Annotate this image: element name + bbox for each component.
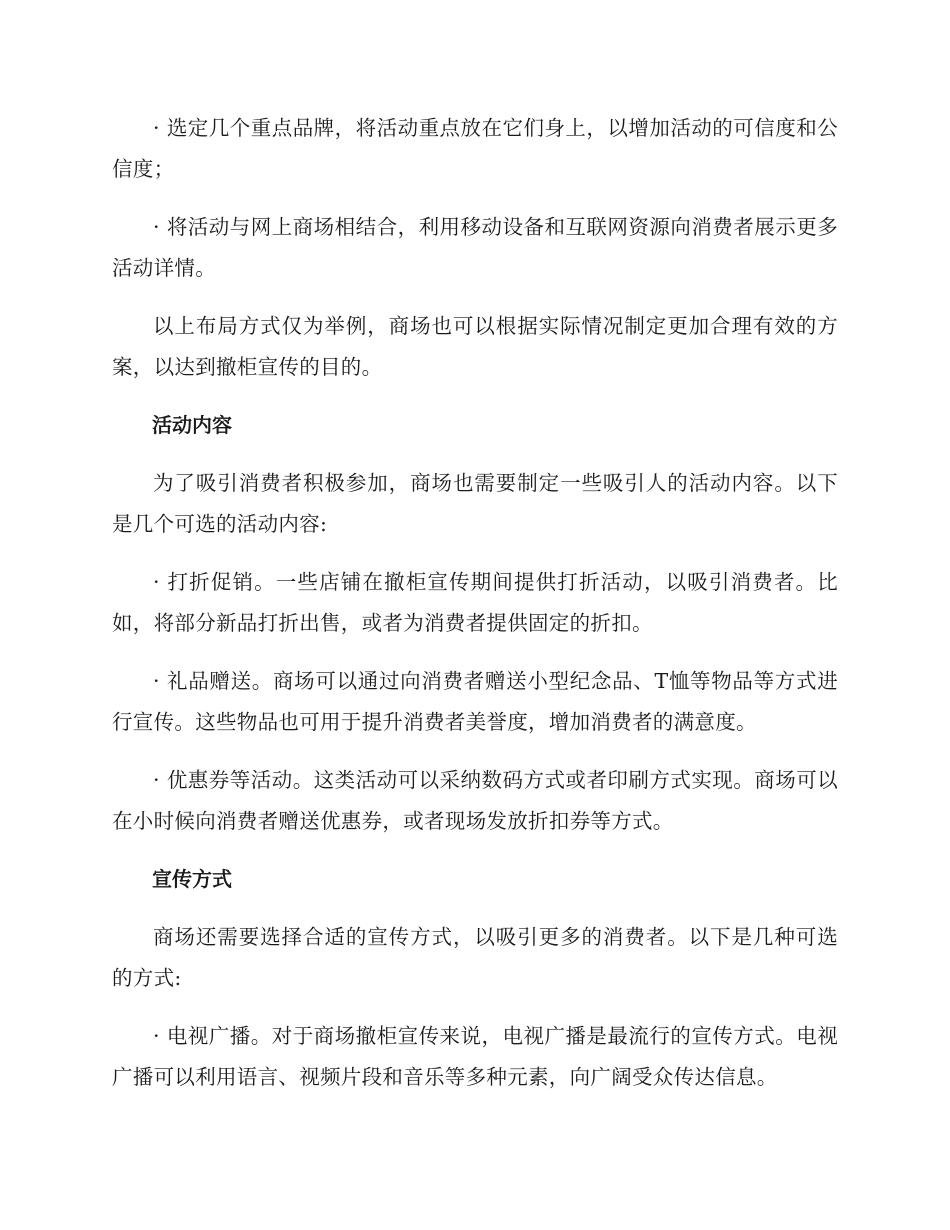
paragraph-activity-intro: 为了吸引消费者积极参加，商场也需要制定一些吸引人的活动内容。以下是几个可选的活动内容:: [112, 471, 838, 536]
bullet-paragraph-coupons: · 优惠券等活动。这类活动可以采纳数码方式或者印刷方式实现。商场可以在小时候向消费者赠送优惠券，或者现场发放折扣券等方式。: [112, 768, 838, 833]
section-heading-activity-content: 活动内容: [152, 413, 232, 437]
bullet-paragraph-brands: · 选定几个重点品牌，将活动重点放在它们身上，以增加活动的可信度和公信度；: [112, 116, 838, 181]
paragraph-promotion-intro: 商场还需要选择合适的宣传方式，以吸引更多的消费者。以下是几种可选的方式:: [112, 925, 838, 990]
bullet-paragraph-tv-broadcast: · 电视广播。对于商场撤柜宣传来说，电视广播是最流行的宣传方式。电视广播可以利用语言、视频片段和音乐等多种元素，向广阔受众传达信息。: [112, 1024, 838, 1089]
document-page: [112, 108, 838, 1115]
section-heading-promotion-methods: 宣传方式: [152, 867, 232, 891]
bullet-paragraph-gifts: · 礼品赠送。商场可以通过向消费者赠送小型纪念品、T恤等物品等方式进行宣传。这些物品也可用于提升消费者美誉度，增加消费者的满意度。: [112, 669, 838, 734]
bullet-paragraph-discount: · 打折促销。一些店铺在撤柜宣传期间提供打折活动，以吸引消费者。比如，将部分新品打折出售，或者为消费者提供固定的折扣。: [112, 570, 838, 635]
bullet-paragraph-online-mall: · 将活动与网上商场相结合，利用移动设备和互联网资源向消费者展示更多活动详情。: [112, 215, 838, 280]
paragraph-layout-summary: 以上布局方式仅为举例，商场也可以根据实际情况制定更加合理有效的方案，以达到撤柜宣传的目的。: [112, 314, 838, 379]
